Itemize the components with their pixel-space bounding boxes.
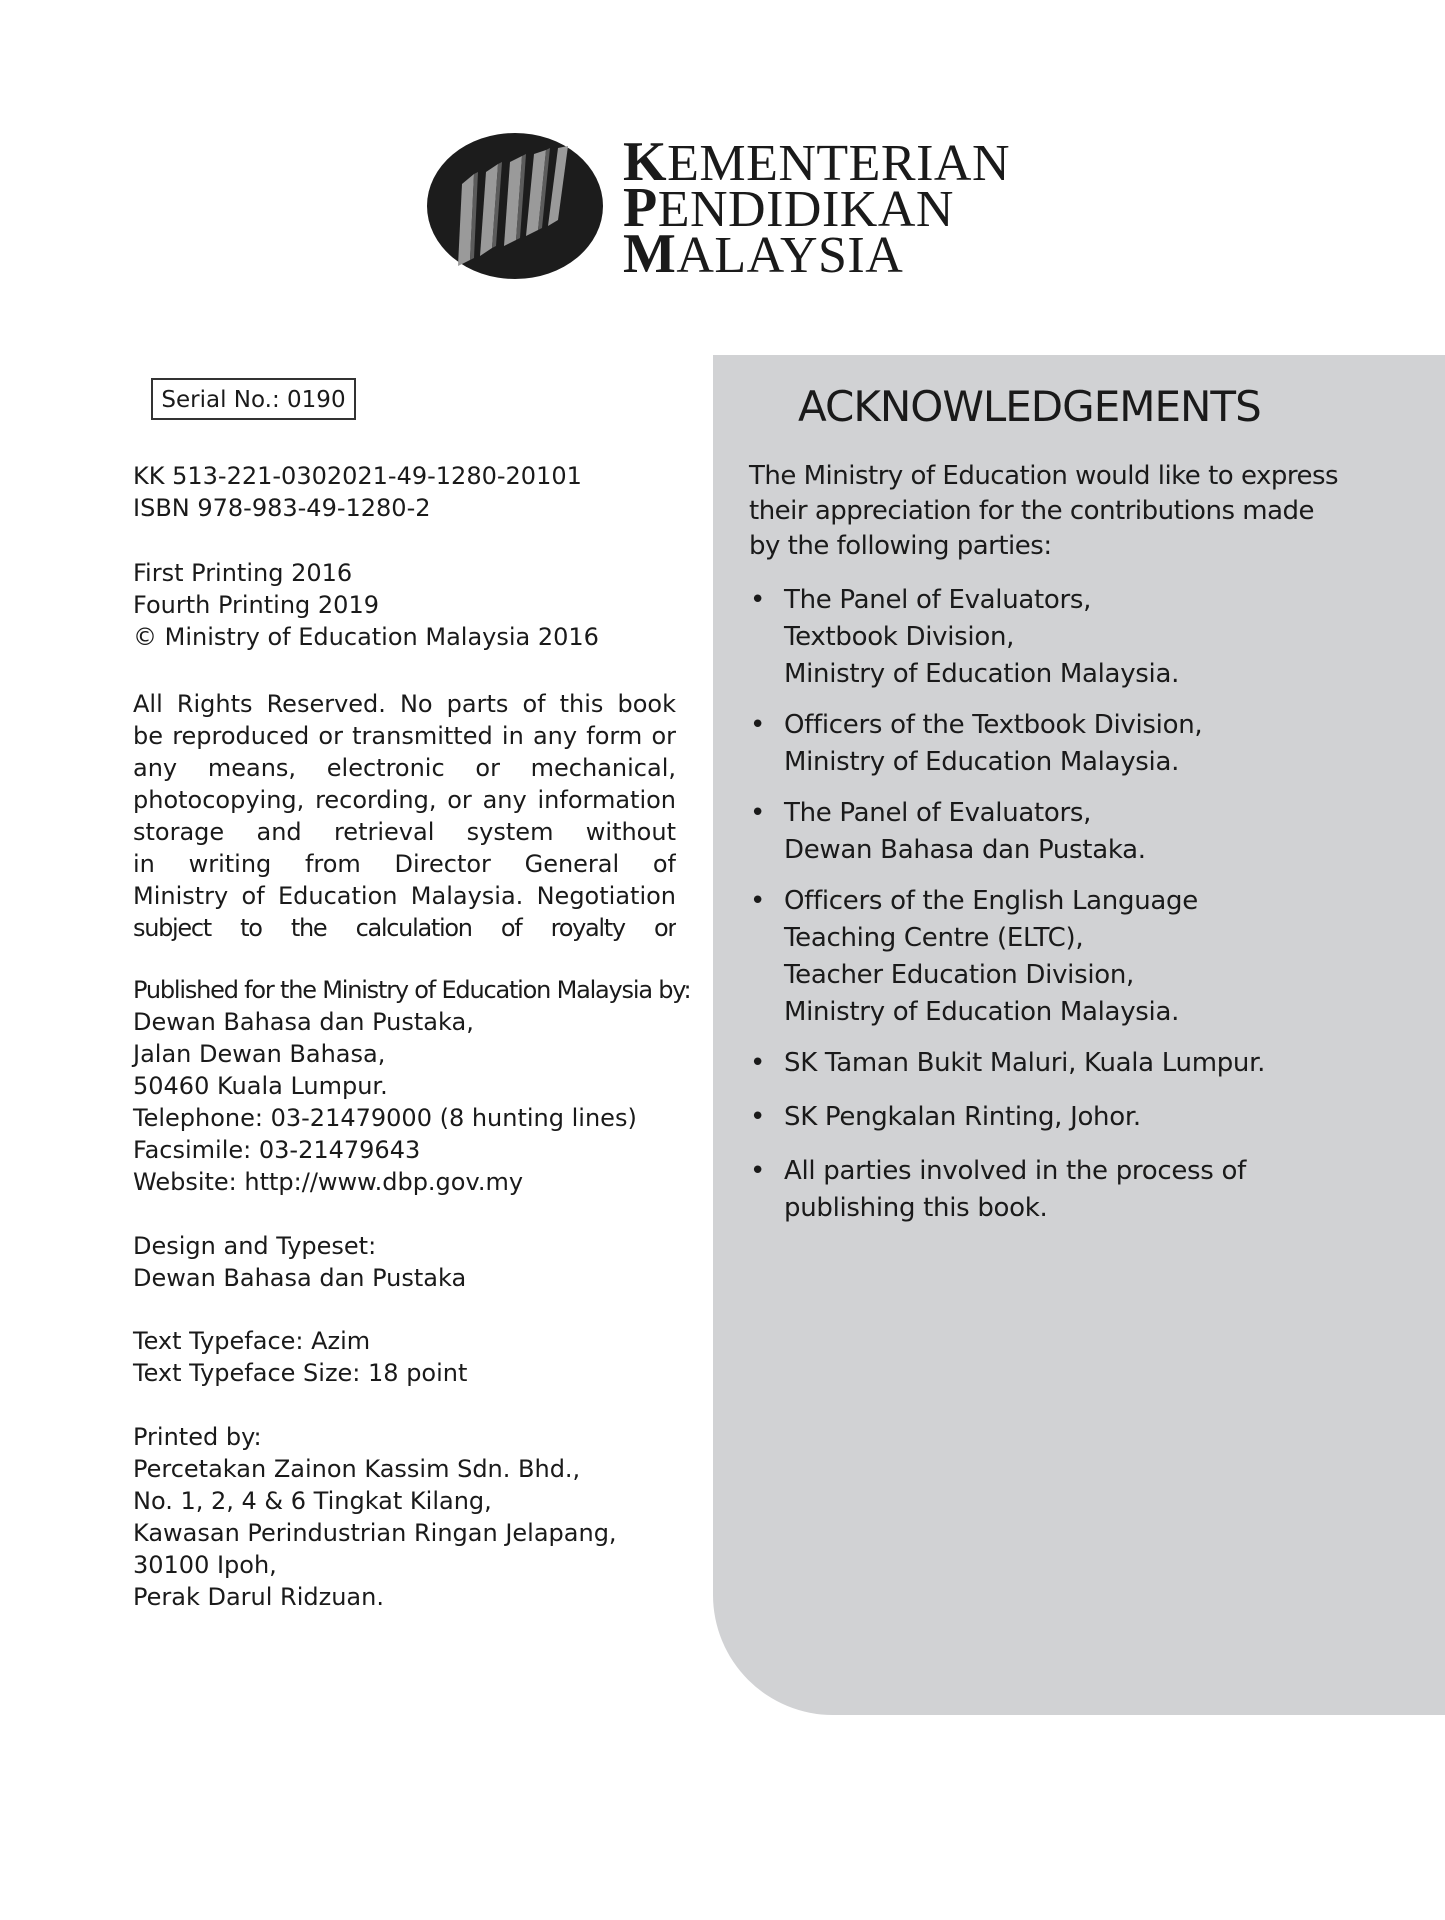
design-by: Dewan Bahasa dan Pustaka <box>133 1264 467 1292</box>
logo-line-1: KEMENTERIAN <box>623 131 1011 193</box>
bullet-icon: • <box>750 1102 766 1132</box>
kk-code: KK 513-221-0302021-49-1280-20101 <box>133 462 582 490</box>
acknowledgements-title: ACKNOWLEDGEMENTS <box>798 382 1261 431</box>
ministry-logo <box>426 131 1036 285</box>
printer-info <box>133 1421 617 1613</box>
catalog-codes <box>133 460 582 524</box>
list-item <box>749 1153 1429 1227</box>
fourth-printing: Fourth Printing 2019 <box>133 591 379 619</box>
design-heading: Design and Typeset: <box>133 1232 377 1260</box>
bullet-icon: • <box>750 585 766 615</box>
list-item-line: Ministry of Education Malaysia. <box>784 997 1180 1027</box>
acknowledgements-list <box>749 582 1429 1227</box>
list-item <box>749 795 1429 869</box>
list-item-line: Textbook Division, <box>784 622 1015 652</box>
rights-line: in writing from Director General of <box>133 850 676 878</box>
bullet-icon: • <box>750 710 766 740</box>
list-item-line: Officers of the English Language <box>784 886 1198 916</box>
printer-address-3: 30100 Ipoh, <box>133 1551 277 1579</box>
printing-info <box>133 557 599 653</box>
serial-number-box <box>151 378 356 420</box>
publisher-info <box>133 974 690 1198</box>
list-item <box>749 1045 1429 1082</box>
text-typeface-size: Text Typeface Size: 18 point <box>133 1359 468 1387</box>
rights-line: photocopying, recording, or any information <box>133 786 676 814</box>
printer-address-2: Kawasan Perindustrian Ringan Jelapang, <box>133 1519 617 1547</box>
list-item-line: publishing this book. <box>784 1193 1048 1223</box>
list-item <box>749 883 1429 1031</box>
rights-line: All Rights Reserved. No parts of this book <box>133 690 676 718</box>
copyright: © Ministry of Education Malaysia 2016 <box>133 623 599 651</box>
list-item-line: Ministry of Education Malaysia. <box>784 747 1180 777</box>
publisher-street: Jalan Dewan Bahasa, <box>133 1040 386 1068</box>
design-info <box>133 1230 466 1294</box>
list-item-line: Ministry of Education Malaysia. <box>784 659 1180 689</box>
printer-address-4: Perak Darul Ridzuan. <box>133 1583 384 1611</box>
list-item-line: SK Pengkalan Rinting, Johor. <box>784 1102 1141 1132</box>
printer-heading: Printed by: <box>133 1423 262 1451</box>
rights-line: be reproduced or transmitted in any form or <box>133 722 676 750</box>
bullet-icon: • <box>750 1156 766 1186</box>
intro-line: their appreciation for the contributions made <box>749 496 1315 526</box>
rights-line: Ministry of Education Malaysia. Negotiation <box>133 882 676 910</box>
logo-line-3: MALAYSIA <box>623 223 904 285</box>
list-item <box>749 707 1429 781</box>
rights-line: any means, electronic or mechanical, <box>133 754 676 782</box>
publisher-website: Website: http://www.dbp.gov.my <box>133 1168 524 1196</box>
rights-line: subject to the calculation of royalty or <box>133 914 676 942</box>
isbn: ISBN 978-983-49-1280-2 <box>133 494 431 522</box>
list-item-line: The Panel of Evaluators, <box>784 798 1092 828</box>
list-item-line: Teacher Education Division, <box>784 960 1134 990</box>
bullet-icon: • <box>750 798 766 828</box>
printer-address-1: No. 1, 2, 4 & 6 Tingkat Kilang, <box>133 1487 492 1515</box>
publisher-fax: Facsimile: 03-21479643 <box>133 1136 421 1164</box>
acknowledgements-intro <box>749 459 1338 564</box>
rights-statement <box>133 688 676 944</box>
list-item-line: The Panel of Evaluators, <box>784 585 1092 615</box>
printer-name: Percetakan Zainon Kassim Sdn. Bhd., <box>133 1455 581 1483</box>
serial-number: Serial No.: 0190 <box>161 387 346 413</box>
rights-line: storage and retrieval system without <box>133 818 676 846</box>
publisher-city: 50460 Kuala Lumpur. <box>133 1072 388 1100</box>
intro-line: by the following parties: <box>749 531 1052 561</box>
list-item <box>749 582 1429 693</box>
ministry-emblem-icon <box>426 132 604 280</box>
first-printing: First Printing 2016 <box>133 559 353 587</box>
list-item-line: Teaching Centre (ELTC), <box>784 923 1084 953</box>
list-item-line: Dewan Bahasa dan Pustaka. <box>784 835 1146 865</box>
list-item-line: Officers of the Textbook Division, <box>784 710 1203 740</box>
logo-line-2: PENDIDIKAN <box>623 177 954 239</box>
list-item-line: All parties involved in the process of <box>784 1156 1246 1186</box>
bullet-icon: • <box>750 1048 766 1078</box>
intro-line: The Ministry of Education would like to express <box>749 461 1339 491</box>
publisher-telephone: Telephone: 03-21479000 (8 hunting lines) <box>133 1104 637 1132</box>
list-item <box>749 1099 1429 1136</box>
publisher-heading: Published for the Ministry of Education Malaysia by: <box>133 976 691 1004</box>
typeface-info <box>133 1325 467 1389</box>
bullet-icon: • <box>750 886 766 916</box>
text-typeface: Text Typeface: Azim <box>133 1327 371 1355</box>
publisher-name: Dewan Bahasa dan Pustaka, <box>133 1008 474 1036</box>
list-item-line: SK Taman Bukit Maluri, Kuala Lumpur. <box>784 1048 1266 1078</box>
